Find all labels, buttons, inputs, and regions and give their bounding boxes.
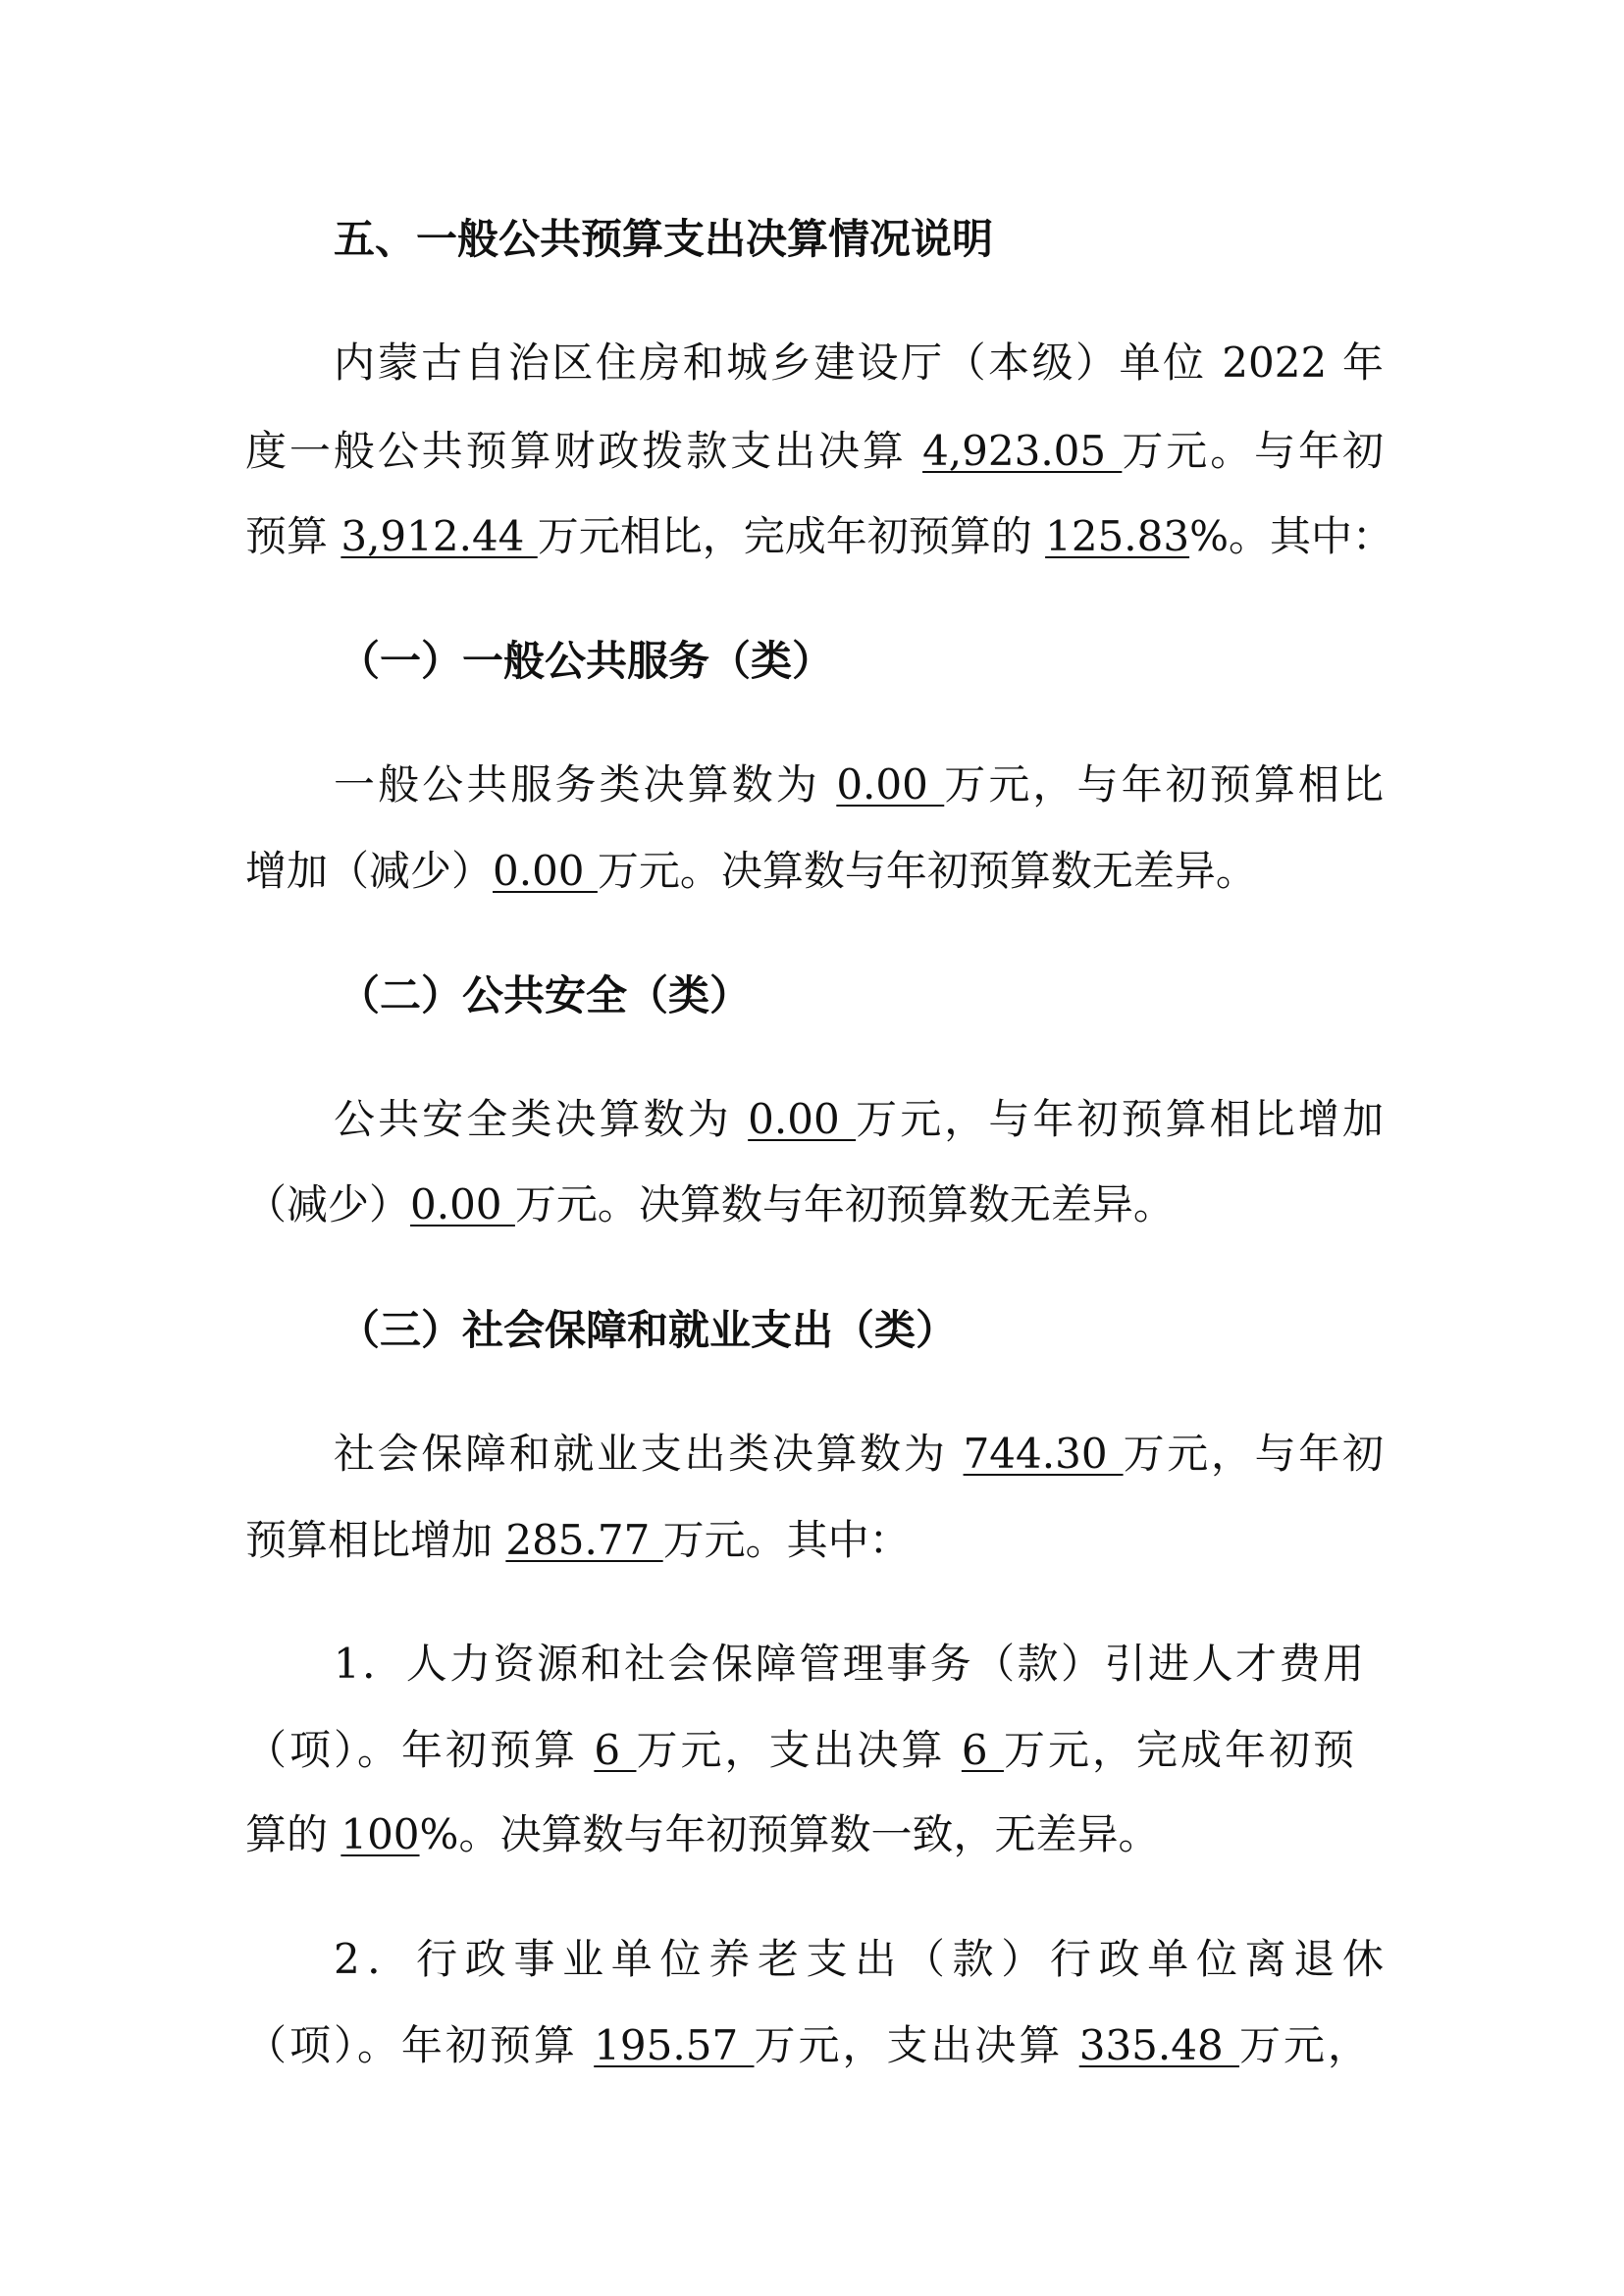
- intro-line-2: [245, 422, 1384, 481]
- category-2-line-1-pre: 公共安全类决算数为: [334, 1095, 749, 1143]
- category-1-final-value: 0.00: [836, 760, 945, 809]
- intro-line-3-post: %。其中：: [1189, 512, 1393, 560]
- item-1-final-value: 6: [961, 1726, 1004, 1774]
- item-1-line-2-pre: （项）。年初预算: [245, 1726, 595, 1774]
- item-1-line-1-text: 1．人力资源和社会保障管理事务（款）引进人才费用: [334, 1640, 1364, 1688]
- item-1-line-3-post: %。决算数与年初预算数一致，无差异。: [419, 1810, 1160, 1858]
- category-1-change-value: 0.00: [493, 847, 598, 895]
- item-2-initial-budget-value: 195.57: [594, 2021, 755, 2069]
- category-1-line-1-post: 万元，与年初预算相比: [944, 760, 1384, 809]
- item-2-line-2: [245, 2016, 1369, 2075]
- category-1-line-1: [334, 756, 1384, 814]
- item-2-line-2-pre: （项）。年初预算: [245, 2021, 595, 2069]
- item-2-line-2-mid: 万元，支出决算: [754, 2021, 1079, 2069]
- item-1-initial-budget-value: 6: [594, 1726, 637, 1774]
- category-3-heading: （三）社会保障和就业支出（类）: [339, 1306, 958, 1354]
- item-2-line-2-post: 万元，: [1239, 2021, 1369, 2069]
- intro-line-1: [334, 334, 1384, 392]
- item-1-line-3-pre: 算的: [245, 1810, 341, 1858]
- section-heading: 五、一般公共预算支出决算情况说明: [334, 215, 994, 263]
- category-1-line-2: [245, 842, 1257, 901]
- intro-line-2-pre: 度一般公共预算财政拨款支出决算: [245, 427, 923, 475]
- category-3-increase-value: 285.77: [505, 1516, 663, 1564]
- category-1-line-2-pre: 增加（减少）: [245, 847, 494, 895]
- category-3-line-2: [245, 1511, 911, 1570]
- item-2-final-value: 335.48: [1078, 2021, 1240, 2069]
- category-1-line-2-post: 万元。决算数与年初预算数无差异。: [597, 847, 1257, 895]
- category-2-change-value: 0.00: [410, 1180, 515, 1228]
- category-3-line-2-pre: 预算相比增加: [245, 1516, 506, 1564]
- category-2-line-1-post: 万元，与年初预算相比增加: [856, 1095, 1384, 1143]
- intro-line-2-post: 万元。与年初: [1122, 427, 1384, 475]
- intro-line-3-mid: 万元相比，完成年初预算的: [537, 512, 1046, 560]
- intro-line-3: [245, 507, 1393, 566]
- category-3-line-1-post: 万元，与年初: [1123, 1430, 1384, 1478]
- completion-percent-value: 125.83: [1045, 512, 1190, 560]
- item-1-line-3: [245, 1805, 1159, 1864]
- initial-budget-value: 3,912.44: [341, 512, 538, 560]
- intro-line-1-text: 内蒙古自治区住房和城乡建设厅（本级）单位 2022 年: [334, 339, 1384, 387]
- category-2-line-2-post: 万元。决算数与年初预算数无差异。: [514, 1180, 1175, 1228]
- item-1-completion-percent: 100: [341, 1810, 420, 1858]
- category-2-line-2-pre: （减少）: [245, 1180, 411, 1228]
- category-2-line-1: [334, 1090, 1384, 1149]
- category-3-line-2-post: 万元。其中：: [662, 1516, 911, 1564]
- category-3-line-1-pre: 社会保障和就业支出类决算数为: [334, 1430, 964, 1478]
- category-3-final-value: 744.30: [963, 1430, 1124, 1478]
- category-2-line-2: [245, 1175, 1175, 1234]
- category-1-line-1-pre: 一般公共服务类决算数为: [334, 760, 837, 809]
- general-budget-expenditure-value: 4,923.05: [922, 427, 1123, 475]
- item-2-line-1: [334, 1930, 1384, 1989]
- category-1-heading: （一）一般公共服务（类）: [339, 637, 834, 685]
- item-2-line-1-text: 2．行政事业单位养老支出（款）行政单位离退休: [334, 1935, 1384, 1983]
- category-3-line-1: [334, 1425, 1384, 1484]
- item-1-line-2: [245, 1721, 1354, 1780]
- item-1-line-2-post: 万元，完成年初预: [1003, 1726, 1354, 1774]
- category-2-final-value: 0.00: [748, 1095, 857, 1143]
- category-2-heading: （二）公共安全（类）: [339, 971, 752, 1019]
- item-1-line-2-mid: 万元，支出决算: [636, 1726, 962, 1774]
- intro-line-3-pre: 预算: [245, 512, 341, 560]
- item-1-line-1: [334, 1635, 1364, 1694]
